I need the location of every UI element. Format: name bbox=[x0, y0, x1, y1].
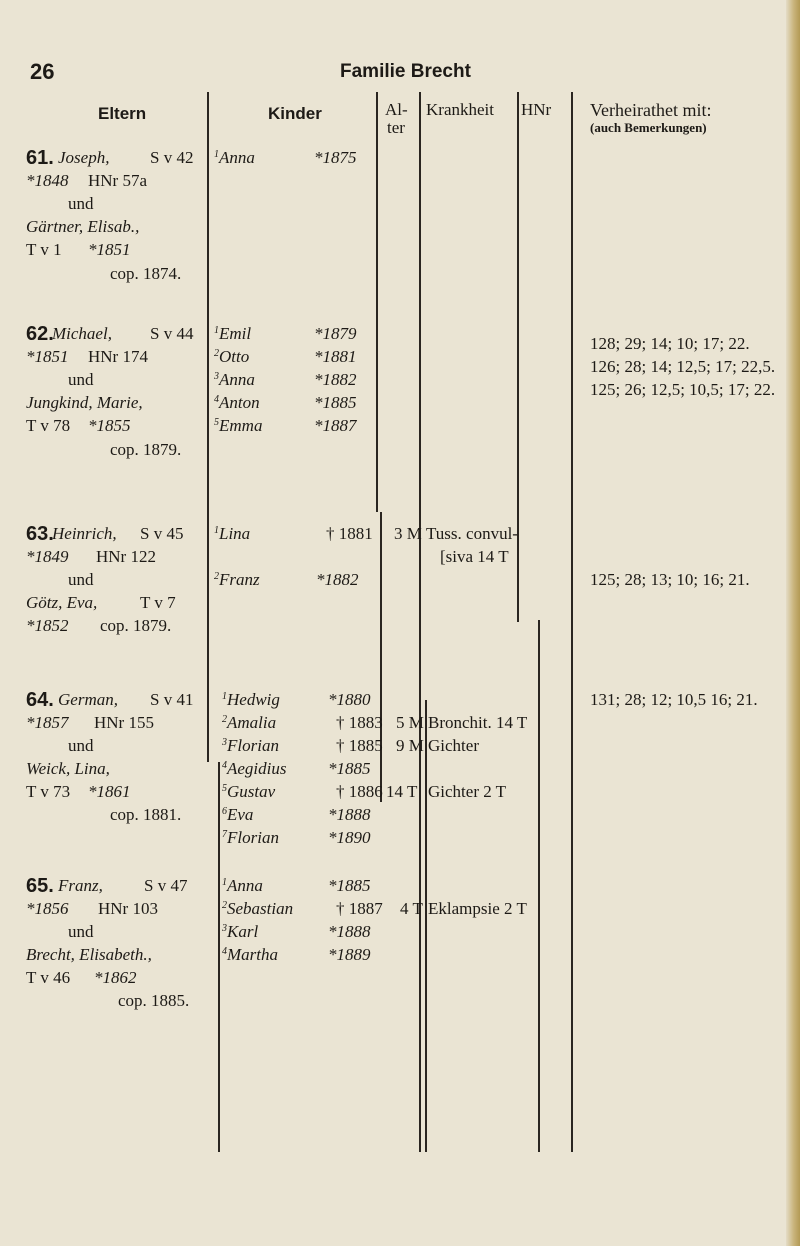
father-birth: *1851 bbox=[26, 347, 69, 366]
child-illness: Gichter 2 T bbox=[428, 782, 507, 801]
child-age: 9 M bbox=[396, 736, 424, 755]
mother-ref: T v 7 bbox=[140, 593, 176, 612]
col-verheiratet-note: (auch Bemerkungen) bbox=[590, 120, 707, 135]
child-name: $^6$Eva bbox=[222, 805, 254, 824]
father-name: Franz, bbox=[58, 876, 103, 895]
rule-kinder-top bbox=[376, 92, 378, 512]
child-date: *1890 bbox=[328, 828, 371, 847]
col-krankheit: Krankheit bbox=[426, 100, 494, 119]
child-date: *1888 bbox=[328, 805, 371, 824]
child-name: $^2$Amalia bbox=[222, 713, 277, 732]
child-illness: Eklampsie 2 T bbox=[428, 899, 527, 918]
child-name: $^1$Anna bbox=[214, 148, 255, 167]
marriage: cop. 1879. bbox=[110, 440, 182, 459]
father-name: Joseph, bbox=[58, 148, 110, 167]
father-birth: *1857 bbox=[26, 713, 69, 732]
father-ref: S v 41 bbox=[150, 690, 194, 709]
child-name: $^1$Anna bbox=[222, 876, 263, 895]
page-title: Familie Brecht bbox=[340, 61, 471, 82]
child-age: 3 M bbox=[394, 524, 422, 543]
child-date: † 1887 bbox=[336, 899, 383, 918]
child-name: $^3$Florian bbox=[222, 736, 279, 755]
child-date: *1885 bbox=[314, 393, 357, 412]
family-number: 65. bbox=[26, 875, 54, 897]
father-ref: S v 47 bbox=[144, 876, 188, 895]
rule-alter bbox=[419, 92, 421, 1152]
child-date: † 1886 bbox=[336, 782, 383, 801]
marriage: cop. 1881. bbox=[110, 805, 182, 824]
family-number: 63. bbox=[26, 523, 54, 545]
child-date: *1879 bbox=[314, 324, 357, 343]
child-name: $^1$Lina bbox=[214, 524, 251, 543]
child-name: $^1$Hedwig bbox=[222, 690, 280, 709]
remark-line: 125; 28; 13; 10; 16; 21. bbox=[590, 570, 750, 589]
child-date: *1887 bbox=[314, 416, 357, 435]
mother-ref: T v 46 bbox=[26, 968, 71, 987]
mother-ref: T v 1 bbox=[26, 240, 62, 259]
child-age: 4 T bbox=[400, 899, 423, 918]
child-name: $^5$Emma bbox=[214, 416, 263, 435]
child-date: *1882 bbox=[316, 570, 359, 589]
child-date: *1885 bbox=[328, 759, 371, 778]
father-ref: S v 44 bbox=[150, 324, 194, 343]
page-number: 26 bbox=[30, 59, 55, 84]
remark-line: 125; 26; 12,5; 10,5; 17; 22. bbox=[590, 380, 776, 399]
father-ref: S v 42 bbox=[150, 148, 194, 167]
und: und bbox=[68, 194, 94, 213]
und: und bbox=[68, 370, 94, 389]
child-age: 14 T bbox=[386, 782, 418, 801]
child-name: $^7$Florian bbox=[222, 828, 279, 847]
child-date: *1885 bbox=[328, 876, 371, 895]
father-birth: *1849 bbox=[26, 547, 69, 566]
col-alter-2: ter bbox=[387, 118, 405, 137]
family-number: 62. bbox=[26, 323, 54, 345]
mother-birth: *1862 bbox=[94, 968, 137, 987]
mother-birth: *1851 bbox=[88, 240, 131, 259]
child-name: $^4$Aegidius bbox=[222, 759, 287, 778]
mother-ref: T v 73 bbox=[26, 782, 71, 801]
family-number: 64. bbox=[26, 689, 54, 711]
mother-birth: *1855 bbox=[88, 416, 131, 435]
child-name: $^2$Sebastian bbox=[222, 899, 294, 918]
col-alter-1: Al- bbox=[385, 100, 408, 119]
mother-birth: *1852 bbox=[26, 616, 69, 635]
child-age: 5 M bbox=[396, 713, 424, 732]
rule-eltern-lower bbox=[218, 762, 220, 1152]
col-kinder: Kinder bbox=[268, 104, 322, 123]
rule-krankheit-lower bbox=[538, 620, 540, 1152]
marriage: cop. 1879. bbox=[100, 616, 172, 635]
family-number: 61. bbox=[26, 147, 54, 169]
child-date: *1880 bbox=[328, 690, 371, 709]
father-hnr: HNr 57a bbox=[88, 171, 148, 190]
father-hnr: HNr 174 bbox=[88, 347, 148, 366]
father-name: German, bbox=[58, 690, 118, 709]
col-hnr: HNr bbox=[521, 100, 552, 119]
child-name: $^2$Otto bbox=[214, 347, 250, 366]
mother-ref: T v 78 bbox=[26, 416, 71, 435]
remark-line: 131; 28; 12; 10,5 16; 21. bbox=[590, 690, 758, 709]
father-hnr: HNr 155 bbox=[94, 713, 154, 732]
child-illness: Gichter bbox=[428, 736, 479, 755]
rule-hnr bbox=[571, 92, 573, 1152]
father-birth: *1856 bbox=[26, 899, 69, 918]
mother-name: Götz, Eva, bbox=[26, 593, 98, 612]
child-name: $^3$Karl bbox=[222, 922, 259, 941]
mother-name: Jungkind, Marie, bbox=[26, 393, 143, 412]
child-illness: Tuss. convul- bbox=[426, 524, 518, 543]
col-eltern: Eltern bbox=[98, 104, 147, 123]
col-verheiratet: Verheirathet mit: bbox=[590, 100, 712, 120]
child-date: *1881 bbox=[314, 347, 357, 366]
mother-name: Brecht, Elisabeth., bbox=[26, 945, 152, 964]
child-date: † 1881 bbox=[326, 524, 373, 543]
und: und bbox=[68, 922, 94, 941]
child-date: † 1883 bbox=[336, 713, 383, 732]
father-name: Heinrich, bbox=[52, 524, 117, 543]
rule-kinder-bottom bbox=[380, 512, 382, 802]
child-date: *1888 bbox=[328, 922, 371, 941]
child-date: *1875 bbox=[314, 148, 357, 167]
und: und bbox=[68, 570, 94, 589]
father-hnr: HNr 122 bbox=[96, 547, 156, 566]
child-name: $^1$Emil bbox=[214, 324, 252, 343]
page-edge bbox=[786, 0, 800, 1246]
child-date: *1889 bbox=[328, 945, 371, 964]
father-hnr: HNr 103 bbox=[98, 899, 158, 918]
marriage: cop. 1874. bbox=[110, 264, 182, 283]
father-name: Michael, bbox=[52, 324, 112, 343]
mother-name: Gärtner, Elisab., bbox=[26, 217, 140, 236]
child-name: $^4$Martha bbox=[222, 945, 278, 964]
rule-eltern bbox=[207, 92, 209, 762]
father-ref: S v 45 bbox=[140, 524, 184, 543]
child-name: $^4$Anton bbox=[214, 393, 260, 412]
child-name: $^5$Gustav bbox=[222, 782, 276, 801]
child-name: $^2$Franz bbox=[214, 570, 260, 589]
father-birth: *1848 bbox=[26, 171, 69, 190]
remark-line: 128; 29; 14; 10; 17; 22. bbox=[590, 334, 750, 353]
und: und bbox=[68, 736, 94, 755]
remark-line: 126; 28; 14; 12,5; 17; 22,5. bbox=[590, 357, 776, 376]
mother-birth: *1861 bbox=[88, 782, 131, 801]
child-date: † 1885 bbox=[336, 736, 383, 755]
child-illness-cont: [siva 14 T bbox=[440, 547, 509, 566]
rule-alter-lower bbox=[425, 700, 427, 1152]
child-date: *1882 bbox=[314, 370, 357, 389]
child-name: $^3$Anna bbox=[214, 370, 255, 389]
marriage: cop. 1885. bbox=[118, 991, 190, 1010]
child-illness: Bronchit. 14 T bbox=[428, 713, 528, 732]
mother-name: Weick, Lina, bbox=[26, 759, 110, 778]
